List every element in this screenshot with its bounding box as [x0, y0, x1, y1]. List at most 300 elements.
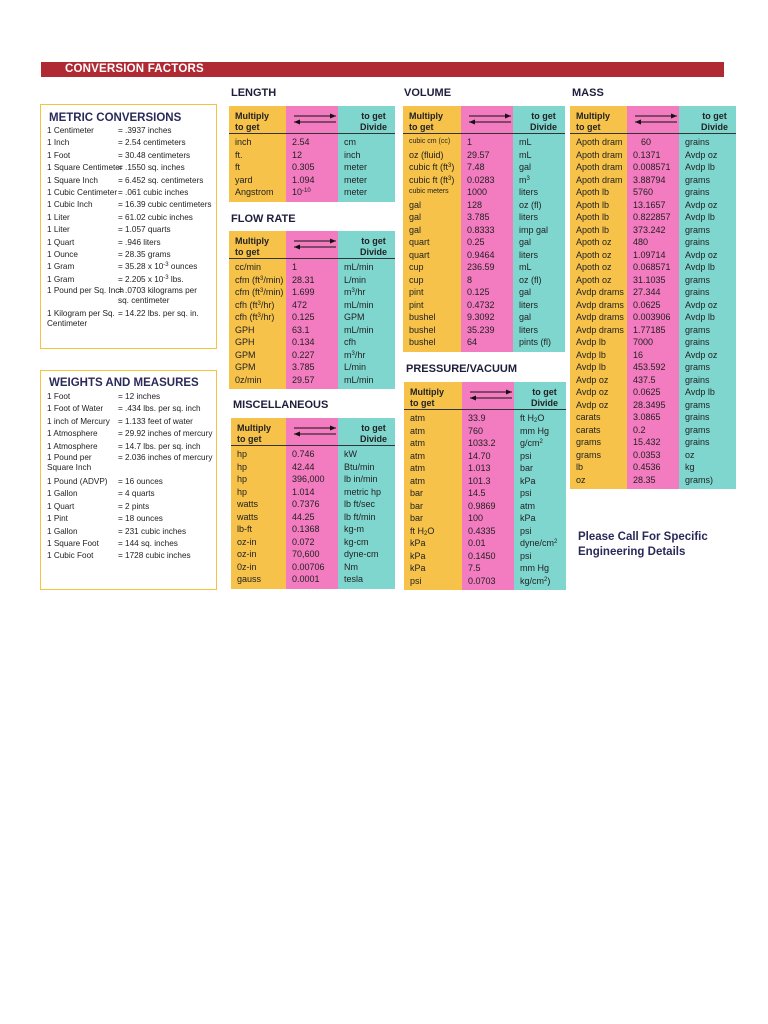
misc-column-3	[338, 446, 395, 589]
flow-cell: 28.31	[292, 274, 315, 285]
pressure-cell: 100	[468, 513, 484, 523]
multiply-label: Multiply	[410, 387, 444, 397]
flow-cell: GPM	[235, 362, 256, 372]
length-cell: ft.	[235, 149, 243, 160]
mass-cell: grams	[576, 449, 602, 460]
volume-cell: liters	[519, 324, 539, 335]
pressure-cell: mm Hg	[520, 425, 549, 436]
volume-cell: mL	[519, 149, 532, 160]
flow-rate-title: FLOW RATE	[231, 213, 296, 225]
metric-row	[47, 199, 212, 211]
volume-cell: 64	[467, 337, 478, 347]
misc-cell: kW	[344, 449, 357, 459]
mass-cell: grams	[685, 224, 711, 235]
pressure-table	[404, 382, 566, 590]
flow-cell: mL/min	[344, 299, 374, 310]
flow-cell: L/min	[344, 274, 367, 285]
pressure-cell: psi	[520, 550, 532, 561]
misc-cell: oz-in	[237, 549, 257, 559]
misc-cell: 0.746	[292, 449, 315, 459]
volume-cell: 29.57	[467, 149, 490, 160]
header-arrow	[286, 106, 338, 134]
volume-cell: 9.3092	[467, 312, 495, 322]
weights-row-label: 1 Atmosphere	[47, 441, 98, 451]
mass-cell: Apoth lb	[576, 187, 610, 197]
mass-table	[570, 106, 736, 489]
volume-cell: 128	[467, 199, 483, 210]
metric-row-value: = 30.48 centimeters	[118, 150, 191, 160]
mass-cell: 453.592	[633, 362, 666, 372]
multiply-label: Multiply	[409, 111, 443, 121]
metric-row-label: 1 Square Inch	[47, 175, 98, 185]
pressure-cell: 0.4335	[468, 525, 496, 536]
pressure-cell: atm	[410, 463, 426, 473]
volume-cell: 0.9464	[467, 249, 495, 260]
misc-cell: 42.44	[292, 461, 315, 472]
mass-cell: Apoth oz	[576, 249, 612, 260]
pressure-cell: 101.3	[468, 475, 491, 486]
volume-cell: $m^3$	[519, 174, 530, 185]
flow-cell: mL/min	[344, 262, 374, 272]
misc-cell: 0.072	[292, 536, 315, 547]
length-cell: 12	[292, 149, 303, 160]
weights-row-value: = 2.036 inches of mercury	[118, 453, 213, 463]
length-title: LENGTH	[231, 87, 277, 99]
header-arrow	[462, 382, 514, 410]
mass-cell: 373.242	[633, 224, 666, 235]
metric-row-label: 1 Liter	[47, 225, 70, 235]
flow-cell: cfh	[344, 337, 357, 347]
mass-cell: 0.0353	[633, 449, 661, 460]
flow-cell: 0.125	[292, 312, 315, 322]
volume-cell: cup	[409, 274, 424, 285]
weights-measures-title: WEIGHTS AND MEASURES	[49, 377, 199, 389]
flow-column-1	[229, 259, 286, 389]
mass-cell: grains	[685, 374, 710, 385]
length-cell: yard	[235, 174, 253, 185]
header-divide	[513, 106, 565, 134]
double-arrow-icon	[292, 112, 338, 128]
flow-cell: 472	[292, 299, 308, 310]
volume-column-2	[461, 134, 513, 352]
volume-cell: cubic meters	[409, 188, 449, 195]
metric-row	[47, 212, 212, 224]
misc-cell: 0z-in	[237, 561, 257, 572]
volume-cell: quart	[409, 237, 430, 247]
misc-cell: 0.0001	[292, 574, 320, 584]
weights-measures-list	[47, 391, 212, 563]
volume-table	[403, 106, 565, 352]
metric-row-label: 1 Square Centimeter	[47, 163, 123, 173]
mass-cell: 60	[641, 137, 652, 147]
pressure-column-1	[404, 410, 462, 590]
misc-cell: 1.014	[292, 486, 315, 497]
volume-table-header	[403, 106, 565, 134]
metric-row	[47, 150, 212, 162]
misc-cell: gauss	[237, 574, 262, 584]
volume-cell: mL	[519, 137, 532, 147]
divide-label: Divide	[530, 398, 558, 408]
flow-column-2	[286, 259, 338, 389]
weights-row	[47, 501, 212, 513]
metric-row-label: 1 Kilogram per Sq. Centimeter	[47, 309, 115, 329]
misc-cell: hp	[237, 449, 248, 459]
volume-cell: 8	[467, 274, 473, 285]
mass-cell: oz	[685, 449, 695, 460]
mass-cell: Apoth dram	[576, 174, 623, 185]
weights-row	[47, 453, 212, 476]
length-cell: meter	[344, 187, 368, 197]
mass-cell: grams	[576, 437, 602, 447]
flow-cell: cc/min	[235, 262, 262, 272]
mass-cell: lb	[576, 462, 584, 472]
divide-label: Divide	[359, 122, 387, 132]
weights-row	[47, 416, 212, 428]
volume-cell: 7.48	[467, 162, 485, 172]
volume-cell: liters	[519, 299, 539, 310]
misc-cell: oz-in	[237, 536, 257, 547]
mass-cell: 3.0865	[633, 412, 661, 422]
metric-row-label: 1 Foot	[47, 150, 71, 160]
mass-cell: carats	[576, 424, 601, 435]
pressure-cell: atm	[410, 475, 426, 486]
pressure-cell: 14.5	[468, 488, 486, 498]
volume-cell: liters	[519, 212, 539, 222]
volume-cell: gal	[519, 162, 532, 172]
metric-row-value: = 14.22 lbs. per sq. in.	[118, 309, 199, 319]
metric-row-value: = 28.35 grams	[118, 250, 171, 260]
mass-cell: 27.344	[633, 287, 661, 297]
flow-table-header	[229, 231, 395, 259]
metric-conversions-list	[47, 125, 212, 332]
flow-cell: GPH	[235, 337, 255, 347]
flow-cell: 0z/min	[235, 374, 262, 385]
volume-cell: 0.4732	[467, 299, 495, 310]
mass-cell: Apoth oz	[576, 274, 612, 285]
flow-cell: 3.785	[292, 362, 315, 372]
metric-row	[47, 249, 212, 261]
metric-row	[47, 309, 212, 332]
to-get-label: to get	[409, 122, 434, 132]
pressure-cell: 1033.2	[468, 438, 496, 448]
mass-cell: 0.2	[633, 424, 646, 435]
flow-column-3	[338, 259, 395, 389]
mass-cell: 0.008571	[633, 162, 671, 172]
metric-row-label: 1 Gram	[47, 274, 75, 284]
length-cell: $10^{-10}$	[292, 187, 311, 197]
misc-cell: hp	[237, 474, 248, 484]
misc-title: MISCELLANEOUS	[233, 399, 329, 411]
misc-cell: lb ft/min	[344, 511, 376, 522]
weights-row	[47, 538, 212, 550]
mass-cell: 7000	[633, 337, 654, 347]
metric-row-label: 1 Cubic Centimeter	[47, 188, 118, 198]
pressure-cell: 14.70	[468, 450, 491, 461]
header-multiply	[404, 382, 462, 410]
metric-row-label: 1 Cubic Inch	[47, 200, 93, 210]
weights-row	[47, 441, 212, 453]
mass-cell: grams	[685, 399, 711, 410]
volume-column-1	[403, 134, 461, 352]
metric-row-value: = 6.452 sq. centimeters	[118, 175, 204, 185]
misc-cell: lb in/min	[344, 474, 378, 484]
metric-row-label: 1 Centimeter	[47, 126, 94, 135]
mass-cell: 0.068571	[633, 262, 671, 272]
divide-label: Divide	[359, 434, 387, 444]
flow-cell: cfh $(ft^3/hr)$	[235, 299, 275, 310]
misc-cell: lb-ft	[237, 524, 253, 534]
mass-cell: 13.1657	[633, 199, 666, 210]
metric-conversions-title: METRIC CONVERSIONS	[49, 112, 182, 124]
pressure-cell: 0.0703	[468, 575, 496, 586]
mass-cell: 0.822857	[633, 212, 671, 222]
pressure-cell: dyne/$cm^2$	[520, 538, 558, 548]
mass-cell: 28.3495	[633, 399, 666, 410]
pressure-cell: 760	[468, 425, 484, 436]
mass-cell: Avdp drams	[576, 287, 624, 297]
mass-cell: oz	[576, 474, 586, 485]
metric-row-label: 1 Gram	[47, 262, 75, 272]
weights-row	[47, 526, 212, 538]
volume-cell: 0.125	[467, 287, 490, 297]
mass-table-header	[570, 106, 736, 134]
flow-cell: GPH	[235, 324, 255, 335]
divide-label: Divide	[700, 122, 728, 132]
metric-row-value: = .1550 sq. inches	[118, 163, 185, 173]
pressure-cell: kPa	[410, 550, 426, 561]
pressure-cell: 33.9	[468, 413, 486, 423]
misc-cell: tesla	[344, 574, 364, 584]
volume-cell: cubic ft $(ft^3)$	[409, 174, 455, 185]
multiply-label: Multiply	[235, 111, 269, 121]
misc-cell: kg-m	[344, 524, 364, 534]
mass-cell: 15.432	[633, 437, 661, 447]
volume-cell: oz (fl)	[519, 199, 542, 210]
banner-title: CONVERSION FACTORS	[65, 63, 204, 75]
metric-row-value: = 61.02 cubic inches	[118, 212, 193, 222]
weights-row-label: 1 inch of Mercury	[47, 416, 110, 426]
misc-cell: metric hp	[344, 486, 382, 497]
weights-row-value: = 231 cubic inches	[118, 526, 187, 536]
weights-row-value: = 16 ounces	[118, 477, 163, 487]
length-cell: 1.094	[292, 174, 315, 185]
double-arrow-icon	[292, 237, 338, 253]
pressure-cell: $g/cm^2$	[520, 438, 543, 448]
weights-row	[47, 428, 212, 440]
weights-row	[47, 476, 212, 488]
weights-row-label: 1 Quart	[47, 501, 75, 511]
pressure-cell: bar	[410, 500, 424, 511]
weights-row-label: 1 Square Foot	[47, 539, 99, 549]
to-get-label: to get	[532, 387, 557, 397]
flow-cell: cfh $(ft^3/hr)$	[235, 312, 275, 322]
pressure-cell: $kg/cm^2$)	[520, 575, 551, 586]
pressure-cell: 7.5	[468, 563, 481, 573]
mass-cell: Apoth dram	[576, 137, 623, 147]
mass-cell: grains	[685, 237, 710, 247]
header-arrow	[627, 106, 679, 134]
metric-row	[47, 162, 212, 174]
volume-cell: bushel	[409, 324, 436, 335]
pressure-column-2	[462, 410, 514, 590]
mass-cell: 31.1035	[633, 274, 666, 285]
misc-cell: lb ft/sec	[344, 499, 376, 509]
weights-row-label: 1 Pound (ADVP)	[47, 477, 108, 487]
misc-cell: watts	[237, 511, 259, 522]
header-multiply	[229, 231, 286, 259]
volume-cell: liters	[519, 249, 539, 260]
flow-cell: mL/min	[344, 324, 374, 335]
call-note	[578, 530, 708, 560]
double-arrow-icon	[292, 424, 338, 440]
weights-row-value: = 2 pints	[118, 501, 150, 511]
volume-cell: 236.59	[467, 262, 495, 272]
weights-row-value: = 12 inches	[118, 392, 161, 401]
multiply-label: Multiply	[576, 111, 610, 121]
mass-cell: grains	[685, 412, 710, 422]
metric-row	[47, 187, 212, 199]
metric-row-value: = .3937 inches	[118, 126, 172, 135]
mass-cell: grains	[685, 337, 710, 347]
length-cell: cm	[344, 137, 356, 147]
weights-row-value: = 144 sq. inches	[118, 539, 178, 549]
volume-cell: mL	[519, 262, 532, 272]
metric-row-value: = .0703 kilograms per sq. centimeter	[118, 286, 197, 306]
mass-cell: Avdp oz	[576, 387, 609, 397]
misc-cell: 0.7376	[292, 499, 320, 509]
volume-cell: gal	[519, 312, 532, 322]
metric-row	[47, 261, 212, 273]
mass-cell: 480	[633, 237, 649, 247]
volume-cell: 35.239	[467, 324, 495, 335]
metric-row-label: 1 Ounce	[47, 250, 78, 260]
weights-row-label: 1 Cubic Foot	[47, 551, 94, 561]
length-cell: Angstrom	[235, 187, 274, 197]
volume-cell: gal	[519, 287, 532, 297]
pressure-title: PRESSURE/VACUUM	[406, 363, 518, 375]
to-get-label: to get	[235, 247, 260, 257]
flow-cell: mL/min	[344, 374, 374, 385]
pressure-cell: atm	[410, 425, 426, 436]
metric-row	[47, 137, 212, 149]
header-arrow	[286, 418, 338, 446]
pressure-cell: 0.1450	[468, 550, 496, 561]
flow-cell: GPM	[235, 349, 256, 360]
mass-cell: Avdp lb	[685, 262, 715, 272]
pressure-cell: 1.013	[468, 463, 491, 473]
mass-cell: Avdp oz	[685, 249, 718, 260]
mass-cell: Avdp lb	[576, 362, 606, 372]
divide-label: Divide	[529, 122, 557, 132]
pressure-cell: mm Hg	[520, 563, 549, 573]
mass-cell: Avdp drams	[576, 299, 624, 310]
length-cell: meter	[344, 162, 368, 172]
header-arrow	[286, 231, 338, 259]
to-get-label: to get	[361, 423, 386, 433]
header-divide	[338, 106, 395, 134]
weights-row-label: 1 Pint	[47, 514, 68, 524]
volume-cell: oz (fluid)	[409, 149, 444, 160]
mass-column-3	[679, 134, 736, 489]
volume-cell: gal	[409, 224, 422, 235]
misc-cell: 70,600	[292, 549, 320, 559]
pressure-cell: bar	[410, 488, 424, 498]
banner	[41, 62, 724, 77]
flow-cell: 0.134	[292, 337, 315, 347]
weights-measures-box	[40, 370, 217, 590]
mass-cell: Avdp oz	[685, 349, 718, 360]
weights-row-label: 1 Gallon	[47, 489, 78, 499]
pressure-cell: 0.01	[468, 538, 486, 548]
length-table-header	[229, 106, 395, 134]
weights-row-value: = 29.92 inches of mercury	[118, 429, 213, 439]
mass-cell: Avdp lb	[685, 387, 715, 397]
length-cell: 2.54	[292, 137, 310, 147]
metric-row	[47, 224, 212, 236]
misc-cell: kg-cm	[344, 536, 369, 547]
weights-row-label: 1 Foot of Water	[47, 404, 104, 414]
to-get-label: to get	[410, 398, 435, 408]
mass-cell: grains	[685, 287, 710, 297]
metric-conversions-box	[40, 104, 217, 349]
misc-column-2	[286, 446, 338, 589]
to-get-label: to get	[235, 122, 260, 132]
mass-cell: Apoth lb	[576, 199, 610, 210]
mass-column-2	[627, 134, 679, 489]
weights-row-label: 1 Atmosphere	[47, 429, 98, 439]
volume-cell: 3.785	[467, 212, 490, 222]
mass-cell: 5760	[633, 187, 654, 197]
misc-cell: watts	[237, 499, 259, 509]
header-divide	[514, 382, 566, 410]
mass-cell: Apoth lb	[576, 212, 610, 222]
length-column-3	[338, 134, 395, 202]
mass-cell: Avdp lb	[576, 337, 606, 347]
pressure-cell: kPa	[520, 475, 536, 486]
metric-row-value: = 16.39 cubic centimeters	[118, 200, 212, 210]
flow-rate-table	[229, 231, 395, 389]
mass-title: MASS	[572, 87, 604, 99]
divide-label: Divide	[359, 247, 387, 257]
volume-cell: imp gal	[519, 224, 549, 235]
metric-row	[47, 175, 212, 187]
multiply-label: Multiply	[237, 423, 271, 433]
volume-cell: pint	[409, 299, 424, 310]
length-table	[229, 106, 395, 202]
flow-cell: $m^3/hr$	[344, 287, 366, 297]
mass-cell: Apoth dram	[576, 149, 623, 160]
header-arrow	[461, 106, 513, 134]
volume-cell: 1	[467, 137, 473, 147]
flow-cell: GPM	[344, 312, 365, 322]
mass-cell: 0.0625	[633, 299, 661, 310]
volume-cell: 0.8333	[467, 224, 495, 235]
to-get-label: to get	[702, 111, 727, 121]
mass-cell: 0.4536	[633, 462, 661, 472]
pressure-cell: atm	[520, 500, 536, 511]
volume-cell: gal	[519, 237, 532, 247]
pressure-cell: psi	[410, 575, 422, 586]
weights-row	[47, 550, 212, 562]
mass-cell: Avdp lb	[685, 162, 715, 172]
mass-cell: 16	[633, 349, 644, 360]
weights-row-value: = 14.7 lbs. per sq. inch	[118, 441, 201, 451]
mass-cell: Avdp drams	[576, 324, 624, 335]
length-cell: 0.305	[292, 162, 315, 172]
metric-row	[47, 274, 212, 286]
length-cell: ft	[235, 162, 241, 172]
metric-row-value: = 2.205 x $10^{-3}$ lbs.	[118, 274, 184, 284]
